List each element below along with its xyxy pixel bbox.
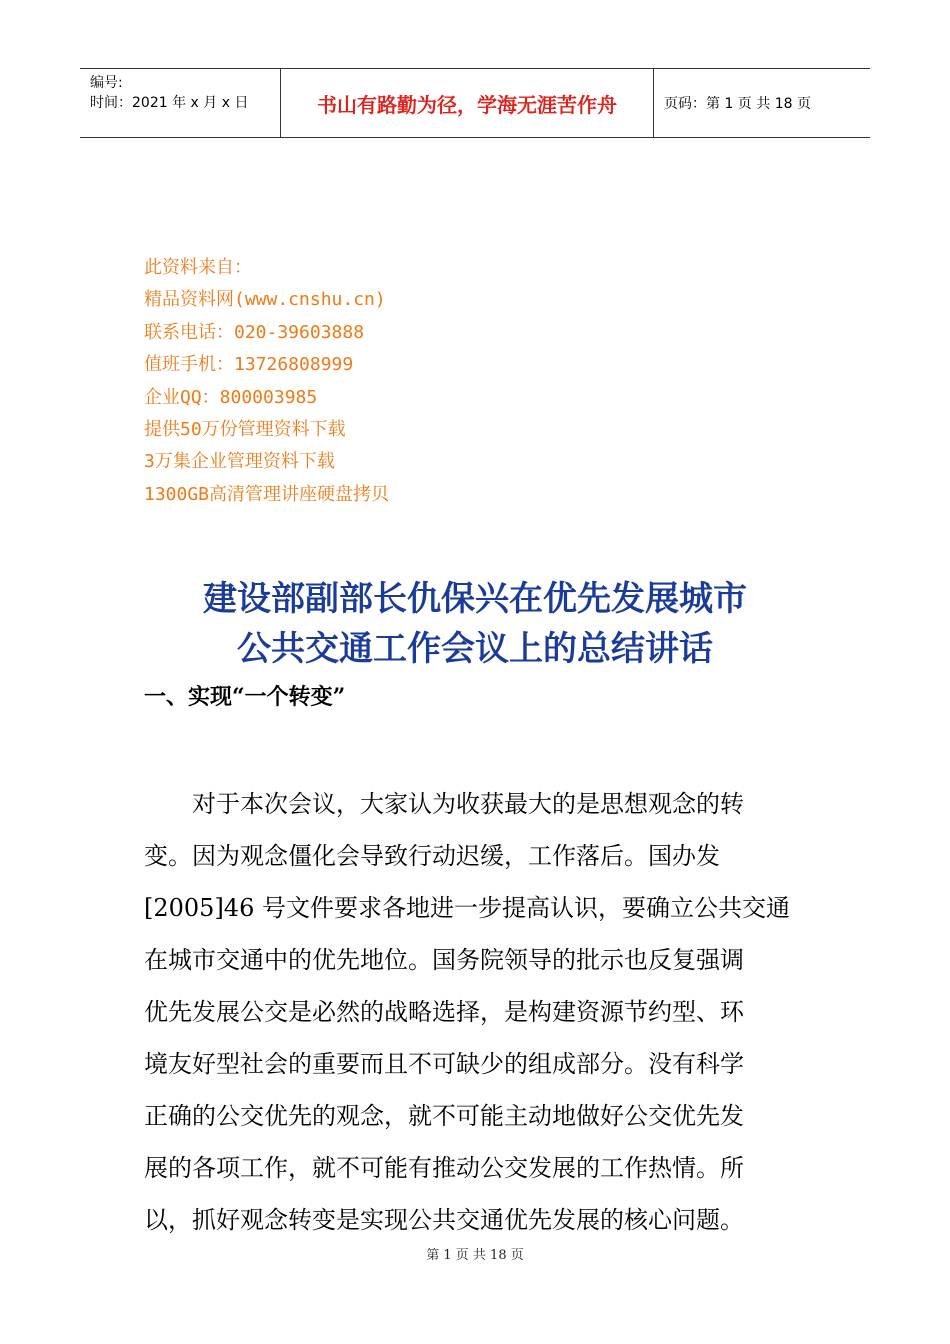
source-line: 3万集企业管理资料下载: [144, 451, 335, 473]
source-line: 提供50万份管理资料下载: [144, 419, 346, 441]
header-page-code: 页码：第 1 页 共 18 页: [664, 96, 811, 112]
body-paragraph: [144, 778, 806, 1246]
source-line: 1300GB高清管理讲座硬盘拷贝: [144, 483, 390, 505]
body-line: 正确的公交优先的观念，就不可能主动地做好公交优先发: [144, 1102, 744, 1130]
document-title: [80, 574, 870, 674]
body-line: 展的各项工作，就不可能有推动公交发展的工作热情。所: [144, 1154, 744, 1182]
title-line-2: 公共交通工作会议上的总结讲话: [237, 629, 713, 669]
source-info: [144, 252, 389, 511]
body-line: 对于本次会议，大家认为收获最大的是思想观念的转: [144, 790, 744, 818]
document-number-label: 编号:: [90, 75, 123, 91]
page-footer: 第 1 页 共 18 页: [426, 1248, 524, 1263]
section-heading: 一、实现“一个转变”: [144, 684, 346, 710]
header-meta: [80, 69, 281, 137]
header-table: [80, 68, 870, 138]
body-line: 在城市交通中的优先地位。国务院领导的批示也反复强调: [144, 946, 744, 974]
body-line: 优先发展公交是必然的战略选择，是构建资源节约型、环: [144, 998, 744, 1026]
source-line: 值班手机：13726808999: [144, 354, 354, 376]
body-line: 变。因为观念僵化会导致行动迟缓，工作落后。国办发: [144, 842, 720, 870]
title-line-1: 建设部副部长仇保兴在优先发展城市: [203, 579, 747, 619]
source-line: 联系电话：020-39603888: [144, 321, 365, 343]
document-time-label: 时间：2021 年 x 月 x 日: [90, 95, 249, 111]
source-line: 精品资料网(www.cnshu.cn): [144, 289, 386, 311]
source-line: 企业QQ：800003985: [144, 386, 318, 408]
source-line: 此资料来自：: [144, 257, 252, 278]
body-line: [2005]46 号文件要求各地进一步提高认识，要确立公共交通: [144, 894, 790, 922]
body-line: 以，抓好观念转变是实现公共交通优先发展的核心问题。: [144, 1206, 744, 1234]
header-motto: 书山有路勤为径，学海无涯苦作舟: [281, 69, 654, 137]
body-line: 境友好型社会的重要而且不可缺少的组成部分。没有科学: [144, 1050, 744, 1078]
